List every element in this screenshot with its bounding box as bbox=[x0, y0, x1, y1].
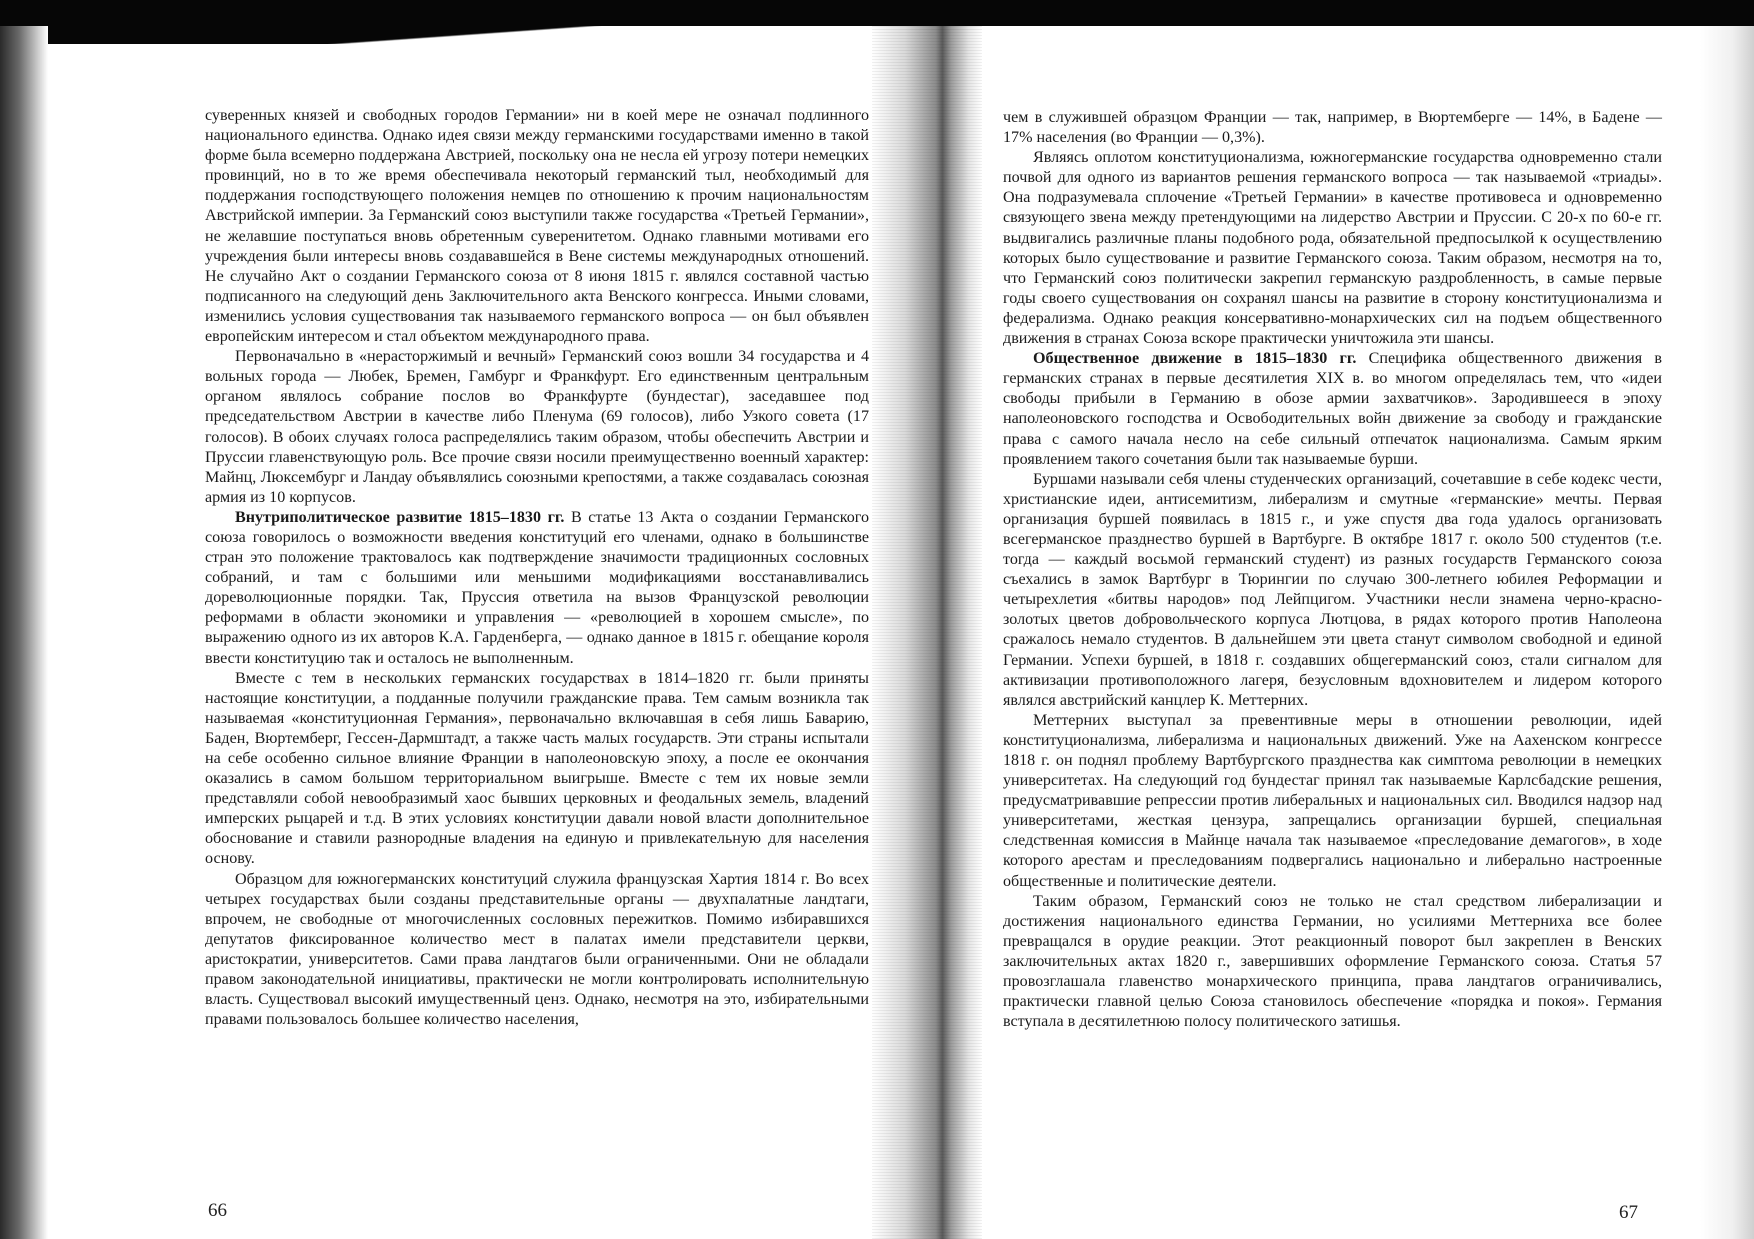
right-paragraph-1: чем в служившей образцом Франции — так, например, в Вюртемберге — 14%, в Бадене — 17% населения (во Франции — 0,3%). bbox=[1003, 109, 1662, 147]
scan-right-edge-shadow bbox=[1700, 26, 1754, 1239]
left-paragraph-5: Образцом для южногерманских конституций служила французская Хартия 1814 г. Во всех четырех государствах были созданы представительные органы — двухпалатные ландтаги, впрочем, не свободные от многочисленных сословных пережитков. Помимо избиравшихся депутатов фиксированное количество мест в палатах имели представители церкви, аристократии, университетов. Сами права ландтагов были ограниченными. Они не обладали правом законодательной инициативы, практически не могли контролировать исполнительную власть. Существовал высокий имущественный ценз. Однако, несмотря на это, избирательными правами пользовалось большее количество населения, bbox=[205, 870, 869, 1029]
right-paragraph-6: Таким образом, Германский союз не только не стал средством либерализации и достижения национального единства Германии, но усилиями Меттерниха все более превращался в орудие реакции. Этот реакционный поворот был закреплен в Венских заключительных актах 1820 г., завершивших оформление Германского союза. Статья 57 провозглашала главенство монархического принципа, права ландтагов ограничивались, практически главной целью Союза становилось обеспечение «порядка и покоя». Германия вступала в десятилетнюю полосу политического затишья. bbox=[1003, 892, 1662, 1031]
section-heading-inline: Общественное движение в 1815–1830 гг. bbox=[1033, 350, 1357, 368]
right-paragraph-3: Общественное движение в 1815–1830 гг. Специфика общественного движения в германских странах в первые десятилетия XIX в. во многом определялась тем, что «идеи свободы прибыли в Германию в обозе армии захватчиков». Зародившееся в эпоху наполеоновского господства и Освободительных войн движение за свободу и гражданские права с самого начала несло на себе сильный отпечаток национализма. Самым ярким проявлением такого сочетания были так называемые бурши. bbox=[1003, 350, 1662, 468]
page-number-right: 67 bbox=[1619, 1202, 1638, 1223]
scan-left-edge-shadow bbox=[0, 26, 48, 1239]
left-paragraph-2: Первоначально в «нерасторжимый и вечный» Германский союз вошли 34 государства и 4 вольных города — Любек, Бремен, Гамбург и Франкфурт. Его единственным центральным органом являлось собрание послов во Франкфурте (бундестаг), заседавшее под председательством Австрии в качестве либо Пленума (69 голосов), либо Узкого совета (17 голосов). В обоих случаях голоса распределялись таким образом, чтобы обеспечить Австрии и Пруссии главенствующую роль. Все прочие связи носили преимущественно военный характер: Майнц, Люксембург и Ландау объявлялись союзными крепостями, а также создавалась союзная армия из 10 корпусов. bbox=[205, 348, 869, 506]
scan-top-border bbox=[0, 0, 1754, 26]
right-paragraph-4: Буршами называли себя члены студенческих организаций, сочетавшие в себе кодекс чести, христианские идеи, антисемитизм, либерализм и смутные «германские» мечты. Первая организация буршей появилась в 1815 г., и уже спустя два года удалось организовать всегерманское празднество буршей в Вартбурге. В октябре 1817 г. около 500 студентов (т.е. тогда — каждый восьмой германский студент) из разных государств Германского союза съехались в замок Вартбург в Тюрингии по случаю 300-летнего юбилея Реформации и четырехлетия «битвы народов» под Лейпцигом. Участники несли знамена черно-красно-золотых цветов добровольческого корпуса Лютцова, в рядах которого против Наполеона сражалось немало студентов. В дальнейшем эти цвета станут символом свободной и единой Германии. Успехи буршей, в 1818 г. создавших общегерманский союз, стали сигналом для активизации противоположного лагеря, безусловным вдохновителем и лидером которого являлся австрийский канцлер К. Меттерних. bbox=[1003, 470, 1662, 709]
section-heading-inline: Внутриполитическое развитие 1815–1830 гг. bbox=[235, 508, 565, 526]
left-page-text bbox=[205, 106, 869, 1030]
book-gutter-shadow bbox=[872, 26, 982, 1239]
left-paragraph-3: Внутриполитическое развитие 1815–1830 гг. В статье 13 Акта о создании Германского союза говорилось о возможности введения конституций его членами, однако в большинстве стран это положение трактовалось как подтверждение значимости традиционных сословных собраний, и там с большими или меньшими модификациями восстанавливались дореволюционные порядки. Так, Пруссия ответила на вызов Французской революции реформами в области экономики и управления — «революцией в хорошем смысле», по выражению одного из их авторов К.А. Гарденберга, — однако данное в 1815 г. обещание короля ввести конституцию так и осталось не выполненным. bbox=[205, 508, 870, 667]
left-paragraph-4: Вместе с тем в нескольких германских государствах в 1814–1820 гг. были приняты настоящие конституции, а подданные получили гражданские права. Тем самым возникла так называемая «конституционная Германия», первоначально включавшая в себя лишь Баварию, Баден, Вюртемберг, Гессен-Дармштадт, а также часть малых государств. Эти страны испытали на себе особенно сильное влияние Франции в наполеоновскую эпоху, а после ее окончания оказались в самом большом территориальном выигрыше. Вместе с тем их новые земли представляли собой невообразимый хаос бывших церковных и феодальных земель, владений имперских рыцарей и т.д. В этих условиях конституции давали новой власти дополнительное обоснование и ставили разнородные владения на единую и привлекательную для населения основу. bbox=[205, 669, 869, 868]
right-paragraph-2: Являясь оплотом конституционализма, южногерманские государства одновременно стали почвой для одного из вариантов решения германского вопроса — так называемой «триады». Она подразумевала сплочение «Третьей Германии» в качестве противовеса и одновременно связующего звена между претендующими на лидерство Австрии и Пруссии. С 20-х по 60-е гг. выдвигались различные планы подобного рода, обязательной предпосылкой к осуществлению которых было существование и развитие Германского союза. Таким образом, несмотря на то, что Германский союз политически закрепил германскую раздробленность, в самые первые годы своего существования он сохранял шансы на развитие в сторону конституционализма и федерализма. Однако реакция консервативно-монархических сил на подъем общественного движения в странах Союза вскоре практически уничтожила эти шансы. bbox=[1003, 149, 1662, 348]
right-paragraph-5: Меттерних выступал за превентивные меры в отношении революции, идей конституционализма, либерализма и национальных движений. Уже на Аахенском конгрессе 1818 г. он поднял проблему Вартбургского празднества как симптома революции в немецких университетах. На следующий год бундестаг принял так называемые Карлсбадские решения, предусматривавшие репрессии против либеральных и национальных сил. Вводился надзор над университетами, жесткая цензура, запрещались организации буршей, специальная следственная комиссия в Майнце начала так называемое «преследование демагогов», в ходе которого арестам и преследованиям подвергались национально и либерально настроенные общественные и политические деятели. bbox=[1003, 711, 1662, 890]
left-paragraph-1: суверенных князей и свободных городов Германии» ни в коей мере не означал подлинного национального единства. Однако идея связи между германскими государствами именно в такой форме была всемерно поддержана Австрией, поскольку она не несла ей угрозу потери немецких провинций, но в то же время обеспечивала некоторый германский тыл, необходимый для поддержания господствующего положения немцев по отношению к прочим национальностям Австрийской империи. За Германский союз выступили также государства «Третьей Германии», не желавшие поступаться вновь обретенным суверенитетом. Однако главными мотивами его учреждения были интересы вновь создававшейся в Вене системы международных отношений. Не случайно Акт о создании Германского союза от 8 июня 1815 г. являлся составной частью подписанного на следующий день Заключительного акта Венского конгресса. Иными словами, изменились условия существования так называемого германского вопроса — он был объявлен европейским интересом и стал объектом международного права. bbox=[205, 107, 869, 346]
right-page-text bbox=[1003, 108, 1662, 1032]
page-number-left: 66 bbox=[208, 1200, 227, 1221]
